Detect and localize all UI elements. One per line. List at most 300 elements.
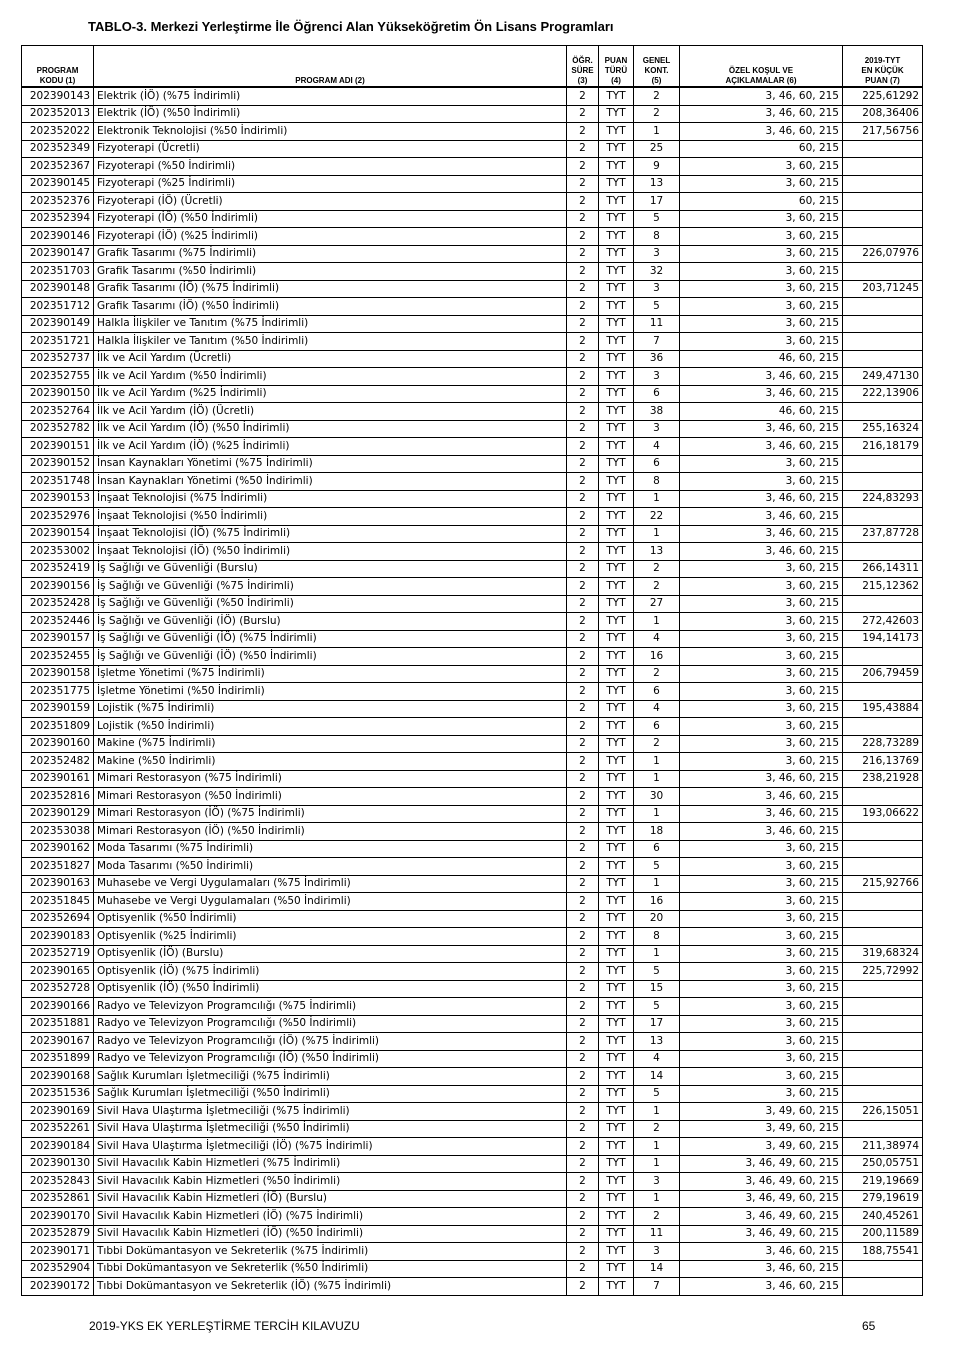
table-row (22, 525, 923, 543)
cell-program-code: 202390184 (22, 1138, 94, 1156)
cell-program-code: 202352022 (22, 123, 94, 141)
cell-min-score (843, 595, 923, 613)
cell-program-code: 202390152 (22, 455, 94, 473)
cell-duration: 2 (567, 158, 599, 176)
cell-score-type: TYT (599, 420, 634, 438)
cell-program-code: 202390145 (22, 175, 94, 193)
table-row (22, 1120, 923, 1138)
table-row (22, 280, 923, 298)
cell-program-name: Sivil Havacılık Kabin Hizmetleri (İÖ) (%50 İndirimli) (94, 1225, 567, 1243)
cell-special-conditions: 3, 46, 60, 215 (680, 490, 843, 508)
cell-special-conditions: 3, 60, 215 (680, 315, 843, 333)
cell-program-name: İşletme Yönetimi (%50 İndirimli) (94, 683, 567, 701)
cell-min-score: 319,68324 (843, 945, 923, 963)
cell-special-conditions: 3, 60, 215 (680, 263, 843, 281)
page-number: 65 (862, 1319, 876, 1333)
cell-quota: 2 (634, 1208, 680, 1226)
table-row (22, 700, 923, 718)
cell-special-conditions: 3, 46, 49, 60, 215 (680, 1225, 843, 1243)
cell-duration: 2 (567, 1243, 599, 1261)
cell-score-type: TYT (599, 280, 634, 298)
cell-program-name: Fizyoterapi (İÖ) (Ücretli) (94, 193, 567, 211)
cell-quota: 25 (634, 140, 680, 158)
header-program-name: PROGRAM ADI (2) (94, 46, 567, 88)
cell-duration: 2 (567, 980, 599, 998)
cell-duration: 2 (567, 700, 599, 718)
cell-min-score (843, 998, 923, 1016)
cell-program-name: Moda Tasarımı (%50 İndirimli) (94, 858, 567, 876)
cell-program-code: 202351827 (22, 858, 94, 876)
cell-special-conditions: 3, 60, 215 (680, 963, 843, 981)
cell-score-type: TYT (599, 858, 634, 876)
cell-score-type: TYT (599, 1278, 634, 1296)
cell-program-name: Makine (%50 İndirimli) (94, 753, 567, 771)
cell-min-score (843, 263, 923, 281)
cell-quota: 17 (634, 193, 680, 211)
cell-quota: 2 (634, 105, 680, 123)
table-row (22, 1173, 923, 1191)
cell-program-code: 202390166 (22, 998, 94, 1016)
cell-quota: 3 (634, 1173, 680, 1191)
cell-quota: 8 (634, 928, 680, 946)
cell-special-conditions: 3, 46, 60, 215 (680, 368, 843, 386)
cell-special-conditions: 3, 60, 215 (680, 1015, 843, 1033)
cell-min-score: 208,36406 (843, 105, 923, 123)
cell-score-type: TYT (599, 683, 634, 701)
table-row (22, 560, 923, 578)
cell-score-type: TYT (599, 263, 634, 281)
cell-program-name: İlk ve Acil Yardım (İÖ) (%25 İndirimli) (94, 438, 567, 456)
cell-program-code: 202351899 (22, 1050, 94, 1068)
table-row (22, 175, 923, 193)
cell-quota: 13 (634, 543, 680, 561)
cell-min-score: 226,07976 (843, 245, 923, 263)
cell-min-score (843, 350, 923, 368)
cell-quota: 5 (634, 858, 680, 876)
cell-program-name: Sivil Havacılık Kabin Hizmetleri (İÖ) (Burslu) (94, 1190, 567, 1208)
header-row (22, 46, 923, 88)
cell-duration: 2 (567, 315, 599, 333)
cell-program-code: 202352816 (22, 788, 94, 806)
cell-program-name: Sağlık Kurumları İşletmeciliği (%50 İndirimli) (94, 1085, 567, 1103)
cell-special-conditions: 3, 46, 60, 215 (680, 420, 843, 438)
cell-program-name: Halkla İlişkiler ve Tanıtım (%50 İndirimli) (94, 333, 567, 351)
cell-program-code: 202352694 (22, 910, 94, 928)
cell-min-score (843, 718, 923, 736)
cell-min-score (843, 508, 923, 526)
cell-duration: 2 (567, 1138, 599, 1156)
cell-quota: 1 (634, 490, 680, 508)
table-row (22, 788, 923, 806)
cell-special-conditions: 3, 60, 215 (680, 735, 843, 753)
cell-quota: 4 (634, 1050, 680, 1068)
cell-program-code: 202351845 (22, 893, 94, 911)
cell-score-type: TYT (599, 788, 634, 806)
cell-quota: 2 (634, 560, 680, 578)
cell-program-name: Optisyenlik (İÖ) (Burslu) (94, 945, 567, 963)
cell-program-code: 202352482 (22, 753, 94, 771)
cell-program-name: İnsan Kaynakları Yönetimi (%50 İndirimli) (94, 473, 567, 491)
table-row (22, 403, 923, 421)
cell-min-score (843, 823, 923, 841)
cell-program-name: Fizyoterapi (İÖ) (%50 İndirimli) (94, 210, 567, 228)
cell-min-score (843, 140, 923, 158)
cell-min-score (843, 928, 923, 946)
cell-program-name: İş Sağlığı ve Güvenliği (İÖ) (%75 İndirimli) (94, 630, 567, 648)
cell-min-score: 225,61292 (843, 87, 923, 105)
cell-program-code: 202390171 (22, 1243, 94, 1261)
cell-min-score (843, 228, 923, 246)
cell-quota: 5 (634, 210, 680, 228)
cell-quota: 1 (634, 753, 680, 771)
cell-quota: 1 (634, 525, 680, 543)
cell-program-code: 202351703 (22, 263, 94, 281)
cell-min-score (843, 1015, 923, 1033)
table-row (22, 455, 923, 473)
cell-score-type: TYT (599, 840, 634, 858)
cell-program-code: 202352737 (22, 350, 94, 368)
cell-program-code: 202390169 (22, 1103, 94, 1121)
cell-min-score (843, 210, 923, 228)
cell-program-code: 202390158 (22, 665, 94, 683)
cell-score-type: TYT (599, 333, 634, 351)
table-row (22, 1138, 923, 1156)
cell-program-name: Optisyenlik (İÖ) (%75 İndirimli) (94, 963, 567, 981)
cell-program-code: 202390167 (22, 1033, 94, 1051)
cell-score-type: TYT (599, 245, 634, 263)
cell-score-type: TYT (599, 1015, 634, 1033)
cell-program-name: İlk ve Acil Yardım (Ücretli) (94, 350, 567, 368)
cell-min-score (843, 298, 923, 316)
cell-special-conditions: 3, 46, 60, 215 (680, 770, 843, 788)
cell-min-score (843, 315, 923, 333)
header-min-score: 2019-TYT EN KÜÇÜK PUAN (7) (843, 46, 923, 88)
table-row (22, 1260, 923, 1278)
cell-min-score (843, 980, 923, 998)
cell-min-score: 266,14311 (843, 560, 923, 578)
cell-score-type: TYT (599, 1103, 634, 1121)
cell-program-code: 202351775 (22, 683, 94, 701)
cell-program-name: Sivil Havacılık Kabin Hizmetleri (%75 İndirimli) (94, 1155, 567, 1173)
cell-program-code: 202351536 (22, 1085, 94, 1103)
cell-quota: 8 (634, 473, 680, 491)
cell-program-code: 202351712 (22, 298, 94, 316)
cell-min-score: 237,87728 (843, 525, 923, 543)
table-row (22, 1155, 923, 1173)
cell-duration: 2 (567, 333, 599, 351)
cell-quota: 3 (634, 245, 680, 263)
cell-duration: 2 (567, 175, 599, 193)
cell-program-name: İlk ve Acil Yardım (İÖ) (Ücretli) (94, 403, 567, 421)
cell-quota: 27 (634, 595, 680, 613)
cell-min-score: 216,18179 (843, 438, 923, 456)
cell-special-conditions: 3, 46, 60, 215 (680, 1278, 843, 1296)
cell-special-conditions: 3, 60, 215 (680, 298, 843, 316)
cell-score-type: TYT (599, 648, 634, 666)
cell-score-type: TYT (599, 875, 634, 893)
table-row (22, 1243, 923, 1261)
cell-score-type: TYT (599, 1190, 634, 1208)
cell-duration: 2 (567, 998, 599, 1016)
cell-special-conditions: 3, 46, 60, 215 (680, 508, 843, 526)
cell-quota: 36 (634, 350, 680, 368)
cell-score-type: TYT (599, 805, 634, 823)
cell-min-score (843, 648, 923, 666)
cell-program-code: 202352719 (22, 945, 94, 963)
cell-min-score (843, 893, 923, 911)
cell-min-score (843, 1050, 923, 1068)
cell-special-conditions: 3, 46, 49, 60, 215 (680, 1155, 843, 1173)
cell-duration: 2 (567, 263, 599, 281)
cell-score-type: TYT (599, 123, 634, 141)
table-row (22, 648, 923, 666)
cell-duration: 2 (567, 718, 599, 736)
cell-min-score (843, 910, 923, 928)
header-score-type: PUAN TÜRÜ (4) (599, 46, 634, 88)
cell-program-name: Grafik Tasarımı (İÖ) (%50 İndirimli) (94, 298, 567, 316)
table-row (22, 438, 923, 456)
cell-duration: 2 (567, 560, 599, 578)
cell-program-name: Radyo ve Televizyon Programcılığı (İÖ) (%75 İndirimli) (94, 1033, 567, 1051)
table-row (22, 840, 923, 858)
table-row (22, 735, 923, 753)
cell-quota: 1 (634, 123, 680, 141)
cell-program-code: 202352976 (22, 508, 94, 526)
cell-score-type: TYT (599, 753, 634, 771)
cell-min-score: 222,13906 (843, 385, 923, 403)
table-row (22, 473, 923, 491)
cell-score-type: TYT (599, 1243, 634, 1261)
cell-duration: 2 (567, 753, 599, 771)
cell-duration: 2 (567, 1085, 599, 1103)
cell-score-type: TYT (599, 490, 634, 508)
cell-duration: 2 (567, 403, 599, 421)
table-row (22, 770, 923, 788)
cell-program-code: 202352013 (22, 105, 94, 123)
cell-program-name: Radyo ve Televizyon Programcılığı (%75 İndirimli) (94, 998, 567, 1016)
cell-program-name: İş Sağlığı ve Güvenliği (İÖ) (Burslu) (94, 613, 567, 631)
cell-program-name: İş Sağlığı ve Güvenliği (İÖ) (%50 İndirimli) (94, 648, 567, 666)
cell-program-name: Sivil Hava Ulaştırma İşletmeciliği (%50 İndirimli) (94, 1120, 567, 1138)
cell-duration: 2 (567, 1190, 599, 1208)
cell-special-conditions: 3, 60, 215 (680, 560, 843, 578)
table-row (22, 613, 923, 631)
cell-program-name: Lojistik (%50 İndirimli) (94, 718, 567, 736)
cell-special-conditions: 3, 60, 215 (680, 998, 843, 1016)
cell-score-type: TYT (599, 1033, 634, 1051)
cell-min-score: 219,19669 (843, 1173, 923, 1191)
cell-special-conditions: 3, 60, 215 (680, 1050, 843, 1068)
cell-duration: 2 (567, 805, 599, 823)
cell-duration: 2 (567, 875, 599, 893)
cell-program-name: Sivil Hava Ulaştırma İşletmeciliği (%75 İndirimli) (94, 1103, 567, 1121)
cell-duration: 2 (567, 823, 599, 841)
cell-duration: 2 (567, 928, 599, 946)
cell-score-type: TYT (599, 193, 634, 211)
cell-program-code: 202390156 (22, 578, 94, 596)
table-row (22, 368, 923, 386)
cell-score-type: TYT (599, 963, 634, 981)
cell-duration: 2 (567, 473, 599, 491)
cell-duration: 2 (567, 1225, 599, 1243)
table-row (22, 245, 923, 263)
table-row (22, 980, 923, 998)
cell-quota: 7 (634, 1278, 680, 1296)
cell-program-name: Radyo ve Televizyon Programcılığı (İÖ) (%50 İndirimli) (94, 1050, 567, 1068)
cell-min-score: 211,38974 (843, 1138, 923, 1156)
cell-quota: 4 (634, 700, 680, 718)
cell-min-score: 206,79459 (843, 665, 923, 683)
cell-score-type: TYT (599, 1120, 634, 1138)
cell-program-code: 202390161 (22, 770, 94, 788)
cell-score-type: TYT (599, 1208, 634, 1226)
cell-duration: 2 (567, 788, 599, 806)
table-title: TABLO-3. Merkezi Yerleştirme İle Öğrenci Alan Yükseköğretim Ön Lisans Programları (88, 19, 614, 34)
table-row (22, 263, 923, 281)
cell-special-conditions: 3, 60, 215 (680, 1033, 843, 1051)
cell-score-type: TYT (599, 1155, 634, 1173)
cell-program-name: İnşaat Teknolojisi (İÖ) (%75 İndirimli) (94, 525, 567, 543)
cell-special-conditions: 3, 60, 215 (680, 648, 843, 666)
cell-special-conditions: 46, 60, 215 (680, 403, 843, 421)
programs-table (21, 45, 923, 1296)
cell-duration: 2 (567, 508, 599, 526)
cell-min-score (843, 158, 923, 176)
cell-score-type: TYT (599, 700, 634, 718)
cell-min-score: 255,16324 (843, 420, 923, 438)
cell-program-code: 202352904 (22, 1260, 94, 1278)
cell-min-score: 195,43884 (843, 700, 923, 718)
cell-min-score (843, 1260, 923, 1278)
table-row (22, 490, 923, 508)
table-row (22, 1225, 923, 1243)
cell-duration: 2 (567, 420, 599, 438)
table-row (22, 1050, 923, 1068)
cell-program-code: 202390147 (22, 245, 94, 263)
cell-program-name: Mimari Restorasyon (İÖ) (%75 İndirimli) (94, 805, 567, 823)
cell-score-type: TYT (599, 455, 634, 473)
table-row (22, 228, 923, 246)
table-row (22, 1033, 923, 1051)
header-quota: GENEL KONT. (5) (634, 46, 680, 88)
table-row (22, 140, 923, 158)
cell-score-type: TYT (599, 1138, 634, 1156)
cell-special-conditions: 3, 49, 60, 215 (680, 1103, 843, 1121)
cell-program-name: Tıbbi Dokümantasyon ve Sekreterlik (İÖ) (%75 İndirimli) (94, 1278, 567, 1296)
cell-program-name: Lojistik (%75 İndirimli) (94, 700, 567, 718)
cell-program-name: İnsan Kaynakları Yönetimi (%75 İndirimli) (94, 455, 567, 473)
cell-score-type: TYT (599, 630, 634, 648)
table-row (22, 665, 923, 683)
cell-special-conditions: 3, 60, 215 (680, 613, 843, 631)
cell-program-name: İş Sağlığı ve Güvenliği (%75 İndirimli) (94, 578, 567, 596)
cell-min-score: 250,05751 (843, 1155, 923, 1173)
cell-score-type: TYT (599, 385, 634, 403)
cell-duration: 2 (567, 840, 599, 858)
cell-quota: 2 (634, 1120, 680, 1138)
cell-special-conditions: 3, 46, 60, 215 (680, 543, 843, 561)
cell-special-conditions: 3, 46, 49, 60, 215 (680, 1190, 843, 1208)
cell-special-conditions: 3, 60, 215 (680, 473, 843, 491)
cell-quota: 3 (634, 368, 680, 386)
cell-quota: 14 (634, 1068, 680, 1086)
cell-score-type: TYT (599, 368, 634, 386)
table-row (22, 298, 923, 316)
cell-duration: 2 (567, 893, 599, 911)
cell-program-name: Fizyoterapi (Ücretli) (94, 140, 567, 158)
cell-quota: 16 (634, 648, 680, 666)
header-duration: ÖĞR. SÜRE (3) (567, 46, 599, 88)
cell-duration: 2 (567, 298, 599, 316)
cell-duration: 2 (567, 630, 599, 648)
cell-duration: 2 (567, 193, 599, 211)
cell-program-code: 202390157 (22, 630, 94, 648)
cell-quota: 22 (634, 508, 680, 526)
cell-special-conditions: 3, 60, 215 (680, 858, 843, 876)
cell-score-type: TYT (599, 228, 634, 246)
table-row (22, 193, 923, 211)
cell-score-type: TYT (599, 315, 634, 333)
cell-duration: 2 (567, 1260, 599, 1278)
cell-program-code: 202351809 (22, 718, 94, 736)
cell-program-code: 202390168 (22, 1068, 94, 1086)
cell-score-type: TYT (599, 893, 634, 911)
cell-program-code: 202390159 (22, 700, 94, 718)
cell-quota: 5 (634, 998, 680, 1016)
cell-special-conditions: 46, 60, 215 (680, 350, 843, 368)
cell-program-name: Fizyoterapi (İÖ) (%25 İndirimli) (94, 228, 567, 246)
cell-min-score (843, 193, 923, 211)
cell-score-type: TYT (599, 998, 634, 1016)
cell-duration: 2 (567, 648, 599, 666)
cell-duration: 2 (567, 595, 599, 613)
cell-program-code: 202390150 (22, 385, 94, 403)
cell-min-score (843, 1068, 923, 1086)
cell-quota: 3 (634, 280, 680, 298)
cell-quota: 1 (634, 1155, 680, 1173)
cell-duration: 2 (567, 87, 599, 105)
table-row (22, 1278, 923, 1296)
cell-min-score: 215,92766 (843, 875, 923, 893)
cell-quota: 3 (634, 1243, 680, 1261)
cell-special-conditions: 3, 60, 215 (680, 665, 843, 683)
cell-min-score: 228,73289 (843, 735, 923, 753)
cell-score-type: TYT (599, 595, 634, 613)
cell-min-score (843, 840, 923, 858)
table-row (22, 87, 923, 105)
table-row (22, 998, 923, 1016)
cell-program-name: Mimari Restorasyon (%50 İndirimli) (94, 788, 567, 806)
cell-duration: 2 (567, 1155, 599, 1173)
cell-special-conditions: 3, 60, 215 (680, 910, 843, 928)
cell-special-conditions: 3, 60, 215 (680, 980, 843, 998)
cell-program-code: 202353002 (22, 543, 94, 561)
cell-duration: 2 (567, 245, 599, 263)
cell-program-name: Mimari Restorasyon (İÖ) (%50 İndirimli) (94, 823, 567, 841)
table-row (22, 595, 923, 613)
cell-quota: 6 (634, 718, 680, 736)
cell-program-name: Elektrik (İÖ) (%50 İndirimli) (94, 105, 567, 123)
cell-min-score (843, 175, 923, 193)
cell-program-code: 202352367 (22, 158, 94, 176)
cell-min-score: 188,75541 (843, 1243, 923, 1261)
table-row (22, 1190, 923, 1208)
cell-special-conditions: 3, 46, 60, 215 (680, 123, 843, 141)
cell-program-name: Fizyoterapi (%25 İndirimli) (94, 175, 567, 193)
cell-duration: 2 (567, 1068, 599, 1086)
cell-program-code: 202351748 (22, 473, 94, 491)
cell-program-code: 202351721 (22, 333, 94, 351)
